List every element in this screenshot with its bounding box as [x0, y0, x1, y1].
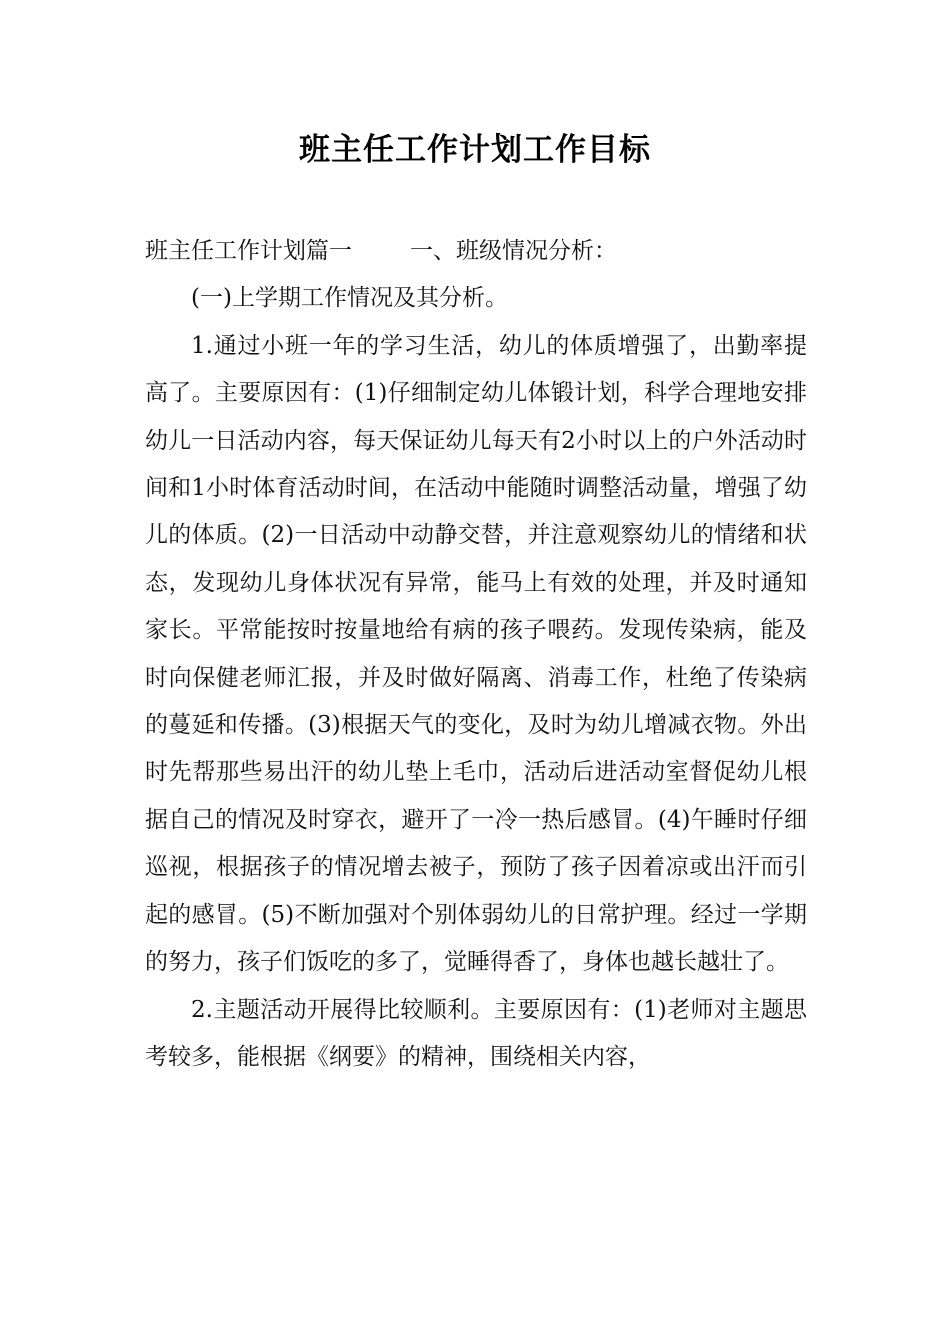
paragraph-2: 2.主题活动开展得比较顺利。主要原因有：(1)老师对主题思考较多，能根据《纲要》的精神，围绕相关内容，: [145, 996, 807, 1070]
document-title: 班主任工作计划工作目标: [299, 132, 651, 168]
intro-line: [145, 228, 807, 275]
plan-label: 班主任工作计划篇一: [145, 238, 352, 264]
section-heading: (一)上学期工作情况及其分析。: [191, 285, 508, 312]
document-body: [145, 228, 807, 1081]
paragraph-1: 1.通过小班一年的学习生活，幼儿的体质增强了，出勤率提高了。主要原因有：(1)仔细制定幼儿体锻计划，科学合理地安排幼儿一日活动内容，每天保证幼儿每天有2小时以上的户外活动时间和1小时体育活动时间，在活动中能随时调整活动量，增强了幼儿的体质。(2)一日活动中动静交替，并注意观察幼儿的情绪和状态，发现幼儿身体状况有异常，能马上有效的处理，并及时通知家长。平常能按时按量地给有病的孩子喂药。发现传染病，能及时向保健老师汇报，并及时做好隔离、消毒工作，杜绝了传染病的蔓延和传播。(3)根据天气的变化，及时为幼儿增减衣物。外出时先帮那些易出汗的幼儿垫上毛巾，活动后进活动室督促幼儿根据自己的情况及时穿衣，避开了一冷一热后感冒。(4)午睡时仔细巡视，根据孩子的情况增去被子，预防了孩子因着凉或出汗而引起的感冒。(5)不断加强对个别体弱幼儿的日常护理。经过一学期的努力，孩子们饭吃的多了，觉睡得香了，身体也越长越壮了。: [145, 332, 807, 976]
class-analysis-heading: 一、班级情况分析：: [410, 238, 617, 264]
